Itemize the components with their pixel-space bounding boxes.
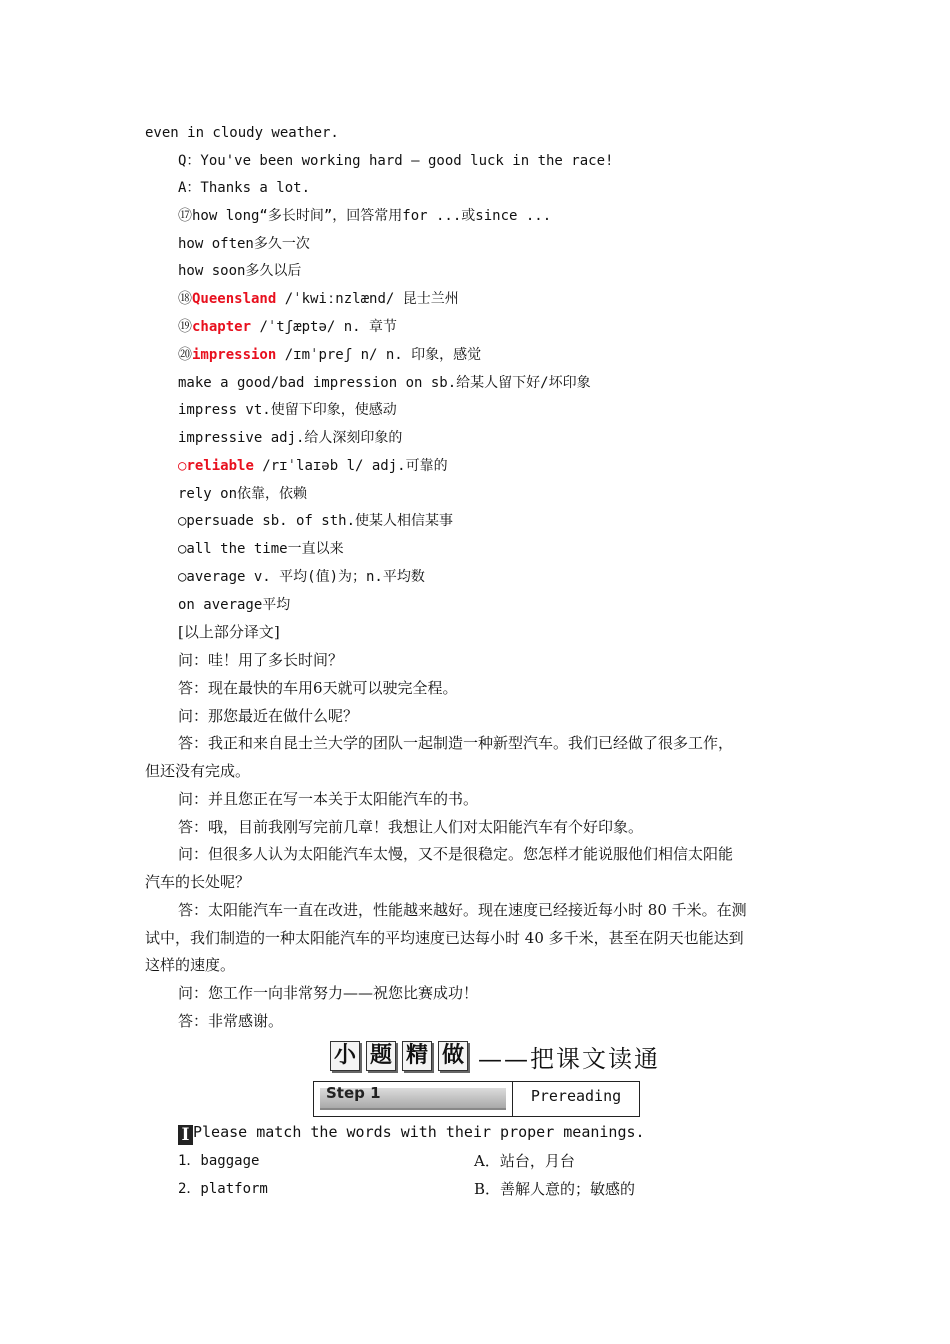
vocab-word: impression bbox=[192, 347, 277, 363]
banner-char: 题 bbox=[366, 1041, 396, 1071]
translation-line: 答：哦，目前我刚写完前几章！我想让人们对太阳能汽车有个好印象。 bbox=[178, 818, 644, 836]
step-label-cell bbox=[314, 1082, 513, 1116]
banner-char: 做 bbox=[438, 1041, 468, 1071]
banner-subtitle: ——把课文读通 bbox=[478, 1044, 660, 1073]
translation-line: 但还没有完成。 bbox=[145, 762, 251, 780]
match-left: 2．platform bbox=[178, 1181, 268, 1197]
step-name: Prereading bbox=[530, 1087, 622, 1105]
vocab-queensland bbox=[178, 289, 843, 309]
translation-line: 这样的速度。 bbox=[145, 956, 236, 974]
translation-line: 问：并且您正在写一本关于太阳能汽车的书。 bbox=[178, 790, 479, 808]
banner-char: 小 bbox=[330, 1041, 360, 1071]
note-line: impress vt.使留下印象，使感动 bbox=[178, 402, 397, 418]
vocab-number: ⑲ bbox=[178, 319, 192, 335]
instruction-text: Please match the words with their proper meanings. bbox=[193, 1123, 645, 1141]
note-line: rely on依靠，依赖 bbox=[178, 486, 308, 502]
step-table bbox=[313, 1081, 640, 1117]
translation-line: 问：那您最近在做什么呢？ bbox=[178, 707, 359, 725]
dialogue-question: Q：You've been working hard — good luck in the race! bbox=[178, 153, 614, 169]
vocab-word: Queensland bbox=[192, 291, 277, 307]
translation-line: 问：哇！用了多长时间？ bbox=[178, 651, 344, 669]
vocab-word: reliable bbox=[186, 458, 254, 474]
translation-line: 答：我正和来自昆士兰大学的团队一起制造一种新型汽车。我们已经做了很多工作， bbox=[178, 734, 734, 752]
note-line: ○persuade sb. of sth.使某人相信某事 bbox=[178, 513, 454, 529]
note-how-long: ⑰how long“多长时间”，回答常用for ...或since ... bbox=[178, 208, 552, 224]
translation-heading: [以上部分译文] bbox=[178, 623, 280, 641]
vocab-definition: /rɪˈlaɪəb l/ adj.可靠的 bbox=[253, 458, 448, 474]
note-line: ○average v. 平均(值)为；n.平均数 bbox=[178, 569, 425, 585]
note-how-often: how often多久一次 bbox=[178, 236, 310, 252]
match-right: A．站台，月台 bbox=[474, 1152, 575, 1170]
vocab-number: ⑳ bbox=[178, 347, 192, 363]
match-left: 1．baggage bbox=[178, 1153, 260, 1169]
translation-line: 试中，我们制造的一种太阳能汽车的平均速度已达每小时 40 多千米，甚至在阴天也能达到 bbox=[145, 929, 744, 947]
step-label: Step 1 bbox=[326, 1084, 381, 1102]
vocab-definition: /ˈkwiːnzlænd/ 昆士兰州 bbox=[276, 291, 459, 307]
note-how-soon: how soon多久以后 bbox=[178, 263, 302, 279]
vocab-number: ⑱ bbox=[178, 291, 192, 307]
translation-line: 答：非常感谢。 bbox=[178, 1012, 284, 1030]
exercise-instruction bbox=[178, 1120, 645, 1145]
vocab-reliable bbox=[178, 456, 843, 476]
translation-line: 问：但很多人认为太阳能汽车太慢，又不是很稳定。您怎样才能说服他们相信太阳能 bbox=[178, 845, 734, 863]
match-right: B．善解人意的；敏感的 bbox=[474, 1180, 636, 1198]
translation-line: 答：太阳能汽车一直在改进，性能越来越好。现在速度已经接近每小时 80 千米。在测 bbox=[178, 901, 747, 919]
translation-line: 问：您工作一向非常努力——祝您比赛成功！ bbox=[178, 984, 479, 1002]
banner-char: 精 bbox=[402, 1041, 432, 1071]
section-number-badge: I bbox=[178, 1125, 193, 1145]
translation-line: 汽车的长处呢？ bbox=[145, 873, 251, 891]
translation-line: 答：现在最快的车用6天就可以驶完全程。 bbox=[178, 679, 458, 697]
note-line: ○all the time一直以来 bbox=[178, 541, 344, 557]
note-line: make a good/bad impression on sb.给某人留下好/坏印象 bbox=[178, 375, 591, 391]
vocab-number: ○ bbox=[178, 458, 187, 474]
note-line: impressive adj.给人深刻印象的 bbox=[178, 430, 403, 446]
note-line: on average平均 bbox=[178, 597, 291, 613]
vocab-definition: /ɪmˈpreʃ n/ n. 印象，感觉 bbox=[276, 347, 482, 363]
vocab-definition: /ˈtʃæptə/ n. 章节 bbox=[251, 319, 398, 335]
vocab-impression bbox=[178, 345, 843, 365]
vocab-word: chapter bbox=[192, 319, 252, 335]
section-banner bbox=[330, 1040, 660, 1072]
text-line: even in cloudy weather. bbox=[145, 125, 339, 141]
vocab-chapter bbox=[178, 317, 843, 337]
dialogue-answer: A：Thanks a lot. bbox=[178, 180, 311, 196]
